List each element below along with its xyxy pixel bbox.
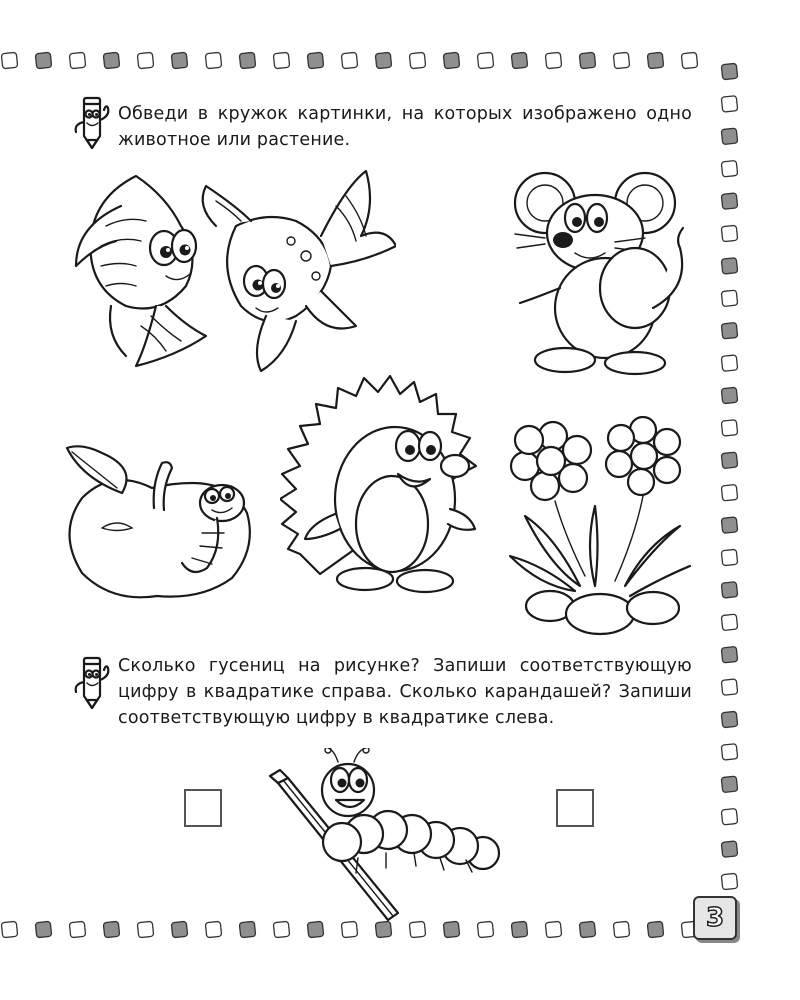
page-number-badge [693, 896, 737, 940]
pencil-mascot-icon [70, 96, 114, 152]
apple-with-worm-icon [62, 438, 257, 603]
pencil-mascot-icon [70, 656, 114, 712]
two-fish-icon [66, 166, 396, 376]
task-1-text: Обведи в кружок картинки, на которых изображено одно животное или растение. [118, 104, 692, 150]
caterpillar-with-pencil-icon [268, 748, 518, 923]
hedgehog-icon [280, 374, 480, 599]
page-number: 3 [705, 903, 725, 933]
answer-box-right[interactable] [556, 789, 594, 827]
mouse-icon [505, 168, 695, 378]
answer-box-left[interactable] [184, 789, 222, 827]
flowers-icon [505, 416, 695, 636]
task-2-text: Сколько гусениц на рисунке? Запиши соответствующую цифру в квадратике справа. Сколько карандашей? Запиши соответствующую цифру в квадратике слева. [118, 656, 692, 728]
